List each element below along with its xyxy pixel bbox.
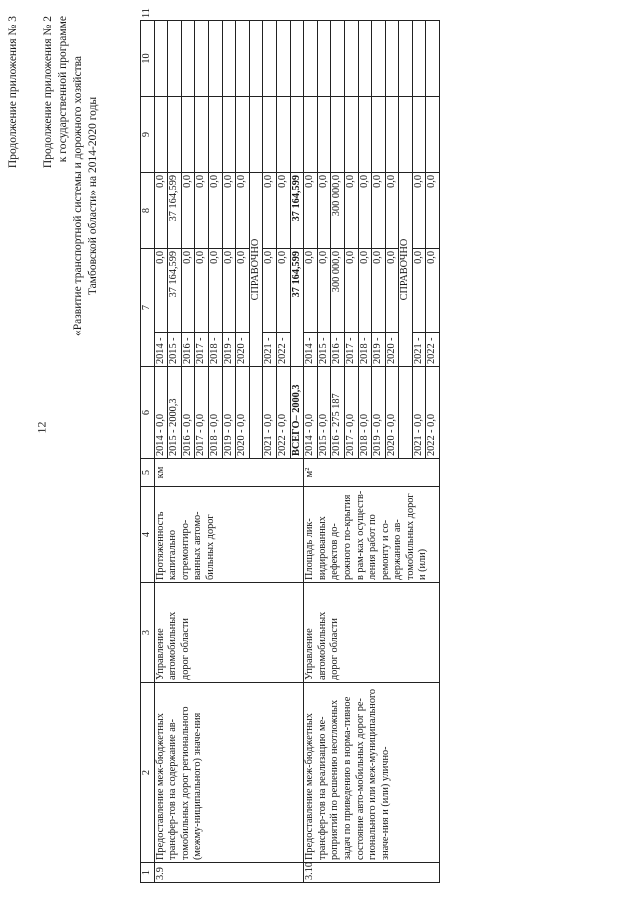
indicator-value: 2016 - 0,0 bbox=[181, 367, 195, 459]
funding-year: 2015 - bbox=[317, 333, 331, 367]
empty-cell bbox=[412, 97, 426, 173]
empty-cell bbox=[385, 97, 399, 173]
funding-value: 300 000,0 bbox=[331, 173, 345, 249]
funding-value: 0,0 bbox=[236, 173, 250, 249]
to-program-line: к государственной программе bbox=[57, 16, 69, 163]
empty-cell bbox=[208, 21, 222, 97]
indicator-value: 2021 - 0,0 bbox=[412, 367, 426, 459]
empty-cell bbox=[195, 21, 209, 97]
total-indicator: ВСЕГО– 2000,3 bbox=[290, 367, 304, 459]
funding-value: 0,0 bbox=[372, 249, 386, 333]
funding-value: 0,0 bbox=[412, 249, 426, 333]
funding-value: 0,0 bbox=[304, 173, 318, 249]
empty-cell bbox=[249, 97, 263, 173]
empty-cell bbox=[317, 21, 331, 97]
funding-value: 0,0 bbox=[344, 173, 358, 249]
row-number: 3.9 bbox=[154, 863, 304, 883]
empty-cell bbox=[276, 21, 290, 97]
table-row bbox=[154, 21, 168, 883]
indicator-value: 2022 - 0,0 bbox=[276, 367, 290, 459]
funding-value: 0,0 bbox=[372, 173, 386, 249]
funding-year: 2014 - bbox=[304, 333, 318, 367]
funding-value: 0,0 bbox=[222, 249, 236, 333]
empty-cell bbox=[222, 21, 236, 97]
indicator-value: 2021 - 0,0 bbox=[263, 367, 277, 459]
funding-value: 0,0 bbox=[195, 173, 209, 249]
funding-value: 37 164,599 bbox=[168, 249, 182, 333]
col-header: 6 bbox=[141, 367, 155, 459]
funding-value: 0,0 bbox=[317, 173, 331, 249]
executor: Управление автомобильных дорог области bbox=[304, 583, 440, 683]
total-funding: 37 164,599 bbox=[290, 249, 304, 367]
empty-cell bbox=[276, 97, 290, 173]
unit: м² bbox=[304, 459, 440, 487]
empty-cell bbox=[372, 97, 386, 173]
funding-year: 2020 - bbox=[385, 333, 399, 367]
empty-cell bbox=[290, 21, 304, 97]
indicator-value: 2017 - 0,0 bbox=[344, 367, 358, 459]
funding-value: 0,0 bbox=[317, 249, 331, 333]
funding-value: 0,0 bbox=[154, 249, 168, 333]
funding-year: 2015 - bbox=[168, 333, 182, 367]
empty-cell bbox=[358, 97, 372, 173]
funding-value: 0,0 bbox=[358, 173, 372, 249]
funding-value: 0,0 bbox=[304, 249, 318, 333]
funding-value: 0,0 bbox=[195, 249, 209, 333]
indicator-value: 2020 - 0,0 bbox=[385, 367, 399, 459]
indicator-value: 2019 - 0,0 bbox=[222, 367, 236, 459]
total-funding: 37 164,599 bbox=[290, 173, 304, 249]
empty-cell bbox=[399, 21, 413, 97]
empty-cell bbox=[331, 97, 345, 173]
empty-cell bbox=[208, 97, 222, 173]
col-header: 2 bbox=[141, 683, 155, 863]
measure-name: Предоставление меж-бюджетных трансфер-тов на содержание ав-томобильных дорог регионального (межму-ниципального) значе-ния bbox=[154, 683, 304, 863]
indicator-value: 2018 - 0,0 bbox=[358, 367, 372, 459]
empty-cell bbox=[154, 97, 168, 173]
col-header: 8 bbox=[141, 173, 155, 249]
indicator-value: 2019 - 0,0 bbox=[372, 367, 386, 459]
funding-value: 0,0 bbox=[236, 249, 250, 333]
funding-year: 2022 - bbox=[426, 333, 440, 367]
funding-year: 2016 - bbox=[331, 333, 345, 367]
col-header: 4 bbox=[141, 487, 155, 583]
empty-cell bbox=[331, 21, 345, 97]
col-header: 3 bbox=[141, 583, 155, 683]
funding-value: 0,0 bbox=[344, 249, 358, 333]
funding-value: 0,0 bbox=[181, 249, 195, 333]
empty-cell bbox=[181, 97, 195, 173]
column-number-row: 1 2 3 4 5 6 7 8 9 10 11 bbox=[141, 21, 155, 883]
continuation-title: Продолжение приложения № 3 bbox=[7, 16, 19, 169]
funding-value: 0,0 bbox=[263, 249, 277, 333]
indicator-value: 2022 - 0,0 bbox=[426, 367, 440, 459]
empty-cell bbox=[154, 21, 168, 97]
funding-value: 0,0 bbox=[276, 249, 290, 333]
funding-year: 2021 - bbox=[263, 333, 277, 367]
reference-label: СПРАВОЧНО bbox=[399, 173, 413, 367]
empty-cell bbox=[249, 21, 263, 97]
table-row bbox=[304, 21, 318, 883]
executor: Управление автомобильных дорог области bbox=[154, 583, 304, 683]
program-table bbox=[140, 8, 440, 883]
col-header: 9 bbox=[141, 97, 155, 173]
funding-year: 2017 - bbox=[344, 333, 358, 367]
indicator-value: 2020 - 0,0 bbox=[236, 367, 250, 459]
funding-year: 2016 - bbox=[181, 333, 195, 367]
empty-cell bbox=[263, 21, 277, 97]
indicator-value: 2014 - 0,0 bbox=[304, 367, 318, 459]
empty-cell bbox=[385, 21, 399, 97]
col-header: 5 bbox=[141, 459, 155, 487]
appendix-title: Продолжение приложения № 2 bbox=[42, 16, 54, 169]
funding-year: 2018 - bbox=[208, 333, 222, 367]
indicator-value: 2016 - 275 187 bbox=[331, 367, 345, 459]
document-header bbox=[6, 16, 101, 536]
funding-value: 0,0 bbox=[208, 249, 222, 333]
funding-year: 2018 - bbox=[358, 333, 372, 367]
empty-cell bbox=[344, 21, 358, 97]
empty-cell bbox=[304, 97, 318, 173]
empty-cell bbox=[181, 21, 195, 97]
empty-cell bbox=[168, 97, 182, 173]
empty-cell bbox=[344, 97, 358, 173]
indicator-value: 2018 - 0,0 bbox=[208, 367, 222, 459]
funding-value: 0,0 bbox=[358, 249, 372, 333]
funding-value: 0,0 bbox=[276, 173, 290, 249]
funding-year: 2021 - bbox=[412, 333, 426, 367]
empty-cell bbox=[222, 97, 236, 173]
funding-value: 0,0 bbox=[222, 173, 236, 249]
empty-cell bbox=[426, 21, 440, 97]
indicator-value: 2015 - 0,0 bbox=[317, 367, 331, 459]
unit: км bbox=[154, 459, 304, 487]
funding-value: 0,0 bbox=[426, 173, 440, 249]
empty-cell bbox=[236, 21, 250, 97]
empty-cell bbox=[195, 97, 209, 173]
funding-value: 0,0 bbox=[412, 173, 426, 249]
empty-cell bbox=[399, 367, 413, 459]
funding-year: 2014 - bbox=[154, 333, 168, 367]
page-number: 12 bbox=[34, 421, 49, 434]
funding-value: 0,0 bbox=[385, 249, 399, 333]
empty-cell bbox=[290, 97, 304, 173]
empty-cell bbox=[358, 21, 372, 97]
col-header: 10 bbox=[141, 21, 155, 97]
indicator: Протяженность капитально отремонтиро-ванных автомо-бильных дорог bbox=[154, 487, 304, 583]
funding-value: 0,0 bbox=[208, 173, 222, 249]
funding-value: 0,0 bbox=[385, 173, 399, 249]
funding-year: 2019 - bbox=[222, 333, 236, 367]
reference-label: СПРАВОЧНО bbox=[249, 173, 263, 367]
funding-value: 0,0 bbox=[154, 173, 168, 249]
row-number: 3.10 bbox=[304, 863, 440, 883]
funding-value: 37 164,599 bbox=[168, 173, 182, 249]
empty-cell bbox=[168, 21, 182, 97]
col-header: 1 bbox=[141, 863, 155, 883]
funding-year: 2019 - bbox=[372, 333, 386, 367]
indicator-value: 2017 - 0,0 bbox=[195, 367, 209, 459]
empty-cell bbox=[263, 97, 277, 173]
empty-cell bbox=[317, 97, 331, 173]
funding-year: 2020 - bbox=[236, 333, 250, 367]
funding-year: 2017 - bbox=[195, 333, 209, 367]
empty-cell bbox=[304, 21, 318, 97]
funding-value: 300 000,0 bbox=[331, 249, 345, 333]
empty-cell bbox=[236, 97, 250, 173]
indicator-value: 2015 - 2000,3 bbox=[168, 367, 182, 459]
funding-value: 0,0 bbox=[426, 249, 440, 333]
empty-cell bbox=[372, 21, 386, 97]
measure-name: Предоставление меж-бюджетных трансфер-тов на реализацию ме-роприятий по решению неотложных задач по приведению в норма-тивное состояние авто-мобильных дорог ре-гионального или меж-муниципального значе-ния и (или) улично- bbox=[304, 683, 440, 863]
col-header: 7 bbox=[141, 249, 155, 367]
funding-year: 2022 - bbox=[276, 333, 290, 367]
empty-cell bbox=[412, 21, 426, 97]
indicator-value: 2014 - 0,0 bbox=[154, 367, 168, 459]
funding-value: 0,0 bbox=[263, 173, 277, 249]
empty-cell bbox=[399, 97, 413, 173]
program-title-line2: Тамбовской области» на 2014-2020 годы bbox=[87, 96, 99, 296]
empty-cell bbox=[249, 367, 263, 459]
empty-cell bbox=[426, 97, 440, 173]
funding-value: 0,0 bbox=[181, 173, 195, 249]
indicator: Площадь лик-видированных дефектов до-рожного по-крытия в рам-ках осуществ-ления работ по ремонту и со-держанию ав-томобильных дорог и (или) bbox=[304, 487, 440, 583]
program-title-line1: «Развитие транспортной системы и дорожного хозяйства bbox=[72, 56, 84, 336]
